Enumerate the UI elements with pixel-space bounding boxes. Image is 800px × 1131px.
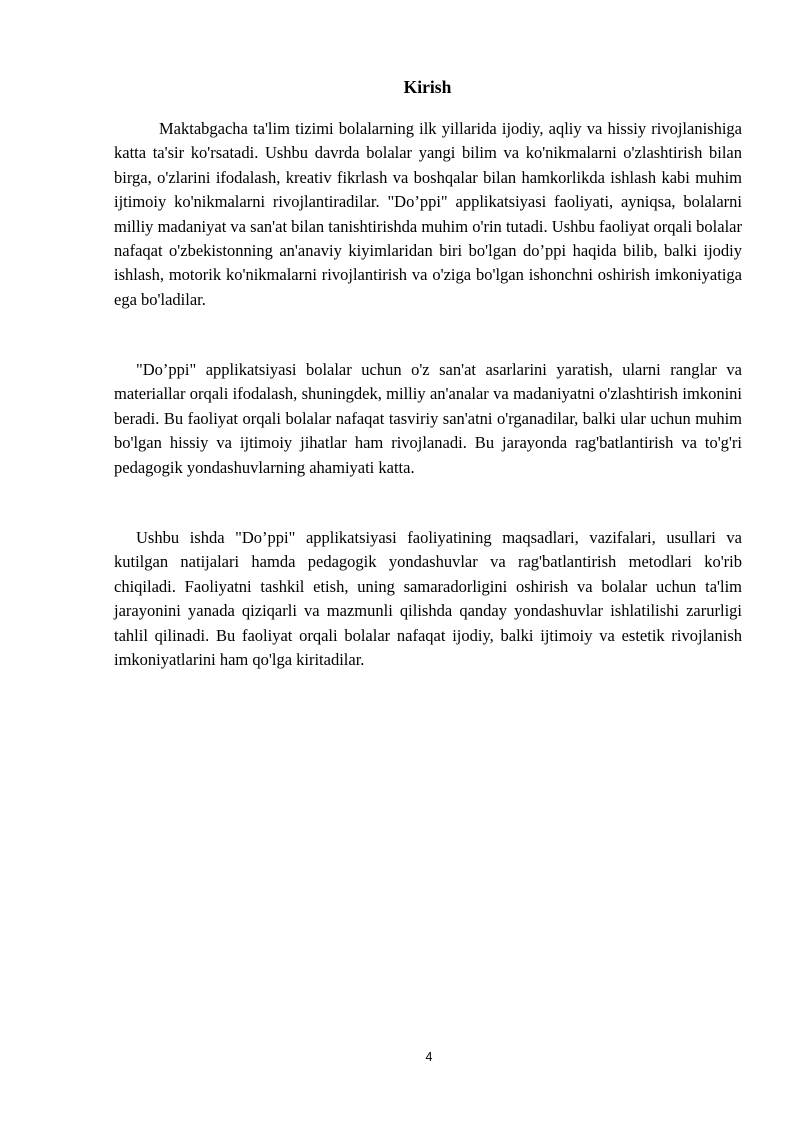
body-paragraph-3 — [114, 526, 742, 672]
page-number: 4 — [425, 1050, 433, 1064]
body-paragraph-2 — [114, 358, 742, 480]
section-heading: Kirish — [403, 77, 452, 97]
paragraph-text: "Do’ppi" applikatsiyasi bolalar uchun o'z san'at asarlarini yaratish, ularni ranglar va materiallar orqali ifodalash, shuningdek, milliy an'analar va madaniyatni o'zlashtirish imkonini beradi. Bu faoliyat orqali bolalar nafaqat tasviriy san'atni o'rganadilar, balki ular uchun muhim bo'lgan hissiy va ijtimoiy jihatlar ham rivojlanadi. Bu jarayonda rag'batlantirish va to'g'ri pedagogik yondashuvlarning ahamiyati katta. — [114, 360, 742, 477]
paragraph-text: Ushbu ishda "Do’ppi" applikatsiyasi faoliyatining maqsadlari, vazifalari, usullari va kutilgan natijalari hamda pedagogik yondashuvlar va rag'batlantirish metodlari ko'rib chiqiladi. Faoliyatni tashkil etish, uning samaradorligini oshirish va bolalar uchun ta'lim jarayonini yanada qiziqarli va mazmunli qilishda qanday yondashuvlar ishlatilishi zarurligi tahlil qilinadi. Bu faoliyat orqali bolalar nafaqat ijodiy, balki ijtimoiy va estetik rivojlanish imkoniyatlarini ham qo'lga kiritadilar. — [114, 528, 742, 670]
paragraph-text: Maktabgacha ta'lim tizimi bolalarning ilk yillarida ijodiy, aqliy va hissiy rivojlanishiga katta ta'sir ko'rsatadi. Ushbu davrda bolalar yangi bilim va ko'nikmalarni o'zlashtirish bilan birga, o'zlarini ifodalash, kreativ fikrlash va boshqalar bilan hamkorlikda ishlash kabi muhim ijtimoiy ko'nikmalarni rivojlantiradilar. "Do’ppi" applikatsiyasi faoliyati, ayniqsa, bolalarni milliy madaniyat va san'at bilan tanishtirishda muhim o'rin tutadi. Ushbu faoliyat orqali bolalar nafaqat o'zbekistonning an'anaviy kiyimlaridan biri bo'lgan do’ppi haqida bilib, balki ijodiy ishlash, motorik ko'nikmalarni rivojlantirish va o'ziga bo'lgan ishonchni oshirish imkoniyatiga ega bo'ladilar. — [114, 119, 742, 309]
body-paragraph-1 — [114, 117, 742, 312]
